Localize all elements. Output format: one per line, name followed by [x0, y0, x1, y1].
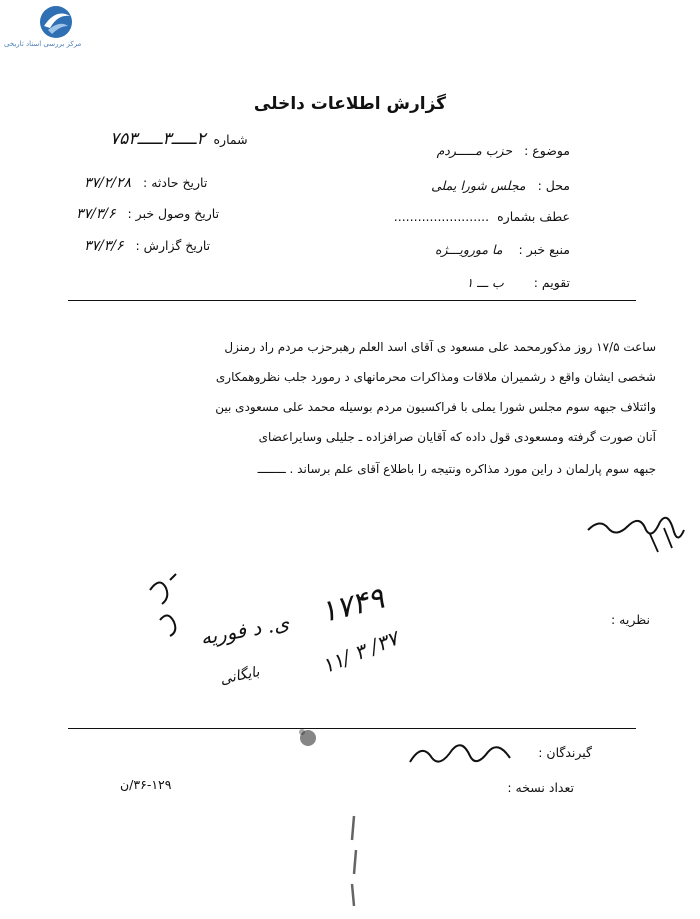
field-label: منبع خبر : [518, 242, 570, 257]
field-value: ........................ [393, 209, 490, 224]
copies-label: تعداد نسخه : [507, 780, 574, 795]
field-reference [394, 209, 570, 224]
field-label: عطف بشماره [497, 209, 570, 224]
field-value: ۳۷/۳/۶ [84, 238, 124, 254]
handwritten-note: ی. د فوریه [198, 610, 291, 650]
body-line: جبهه سوم پارلمان د راین مورد مذاکره ونتیجه را باطلاع آقای علم برساند . ــــــــ [257, 462, 656, 476]
body-line: شخصی ایشان واقع د رشمیران ملاقات ومذاکرات محرمانهای د رمورد جلب نظروهمکاری [215, 370, 656, 384]
field-value: حزب مـــــردم [436, 143, 513, 158]
recipients-label: گیرندگان : [538, 745, 592, 760]
field-number [110, 129, 248, 149]
field-value: ۳۷/۳/۶ [76, 206, 116, 222]
field-label: تاریخ گزارش : [135, 238, 211, 253]
report-title: گزارش اطلاعات داخلی [253, 94, 447, 114]
field-label: شماره [213, 132, 248, 147]
document-code: ۳۶-۱۲۹/ن [120, 777, 172, 792]
field-label: محل : [537, 178, 570, 193]
handwritten-archive: بایگانی [218, 664, 261, 688]
field-label: تاریخ حادثه : [143, 175, 208, 190]
body-line: وائتلاف جبهه سوم مجلس شورا یملی با فراکسیون مردم بوسیله محمد علی مسعودی بین [215, 400, 656, 414]
field-incident-date [84, 175, 207, 191]
field-value: ۲ـــــ۳ـــــ۷۵۳ [110, 129, 206, 149]
footer-divider [68, 728, 636, 729]
field-value: ۳۷/۲/۲۸ [84, 175, 132, 191]
handwritten-number: ۱۷۴۹ [316, 580, 388, 631]
logo-emblem-icon [40, 6, 72, 38]
ink-marks [340, 810, 370, 910]
header-divider [68, 300, 636, 301]
field-location [431, 178, 570, 193]
field-label: تقویم : [533, 275, 570, 290]
field-source [435, 242, 570, 257]
field-value: ب ـــ ۱ [466, 275, 504, 290]
field-label: تاریخ وصول خبر : [127, 206, 220, 221]
archive-logo [6, 4, 106, 60]
signature-mark [580, 500, 690, 560]
field-value: مجلس شورا یملی [431, 178, 526, 193]
body-line: ساعت ۱۷/۵ روز مذکورمحمد علی مسعود ی آقای اسد العلم رهبرحزب مردم راد رمنزل [224, 340, 656, 354]
logo-caption: مرکز بررسی اسناد تاریخی [4, 40, 82, 48]
field-rating [466, 275, 570, 290]
margin-annotation [140, 570, 190, 650]
field-subject [437, 143, 570, 158]
handwritten-date: ۱۱/ ۳ /۳۷ [318, 625, 402, 679]
body-line: آنان صورت گرفته ومسعودی قول داده که آقایان صرافزاده ـ جلیلی وسایراعضای [258, 430, 656, 444]
field-report-date [84, 238, 210, 254]
field-value: ما مورویـــژه [434, 242, 503, 257]
ink-smudge [288, 716, 328, 756]
field-received-date [76, 206, 219, 222]
field-label: موضوع : [524, 143, 570, 158]
recipients-handwriting [400, 732, 520, 777]
opinion-label: نظریه : [611, 612, 650, 627]
